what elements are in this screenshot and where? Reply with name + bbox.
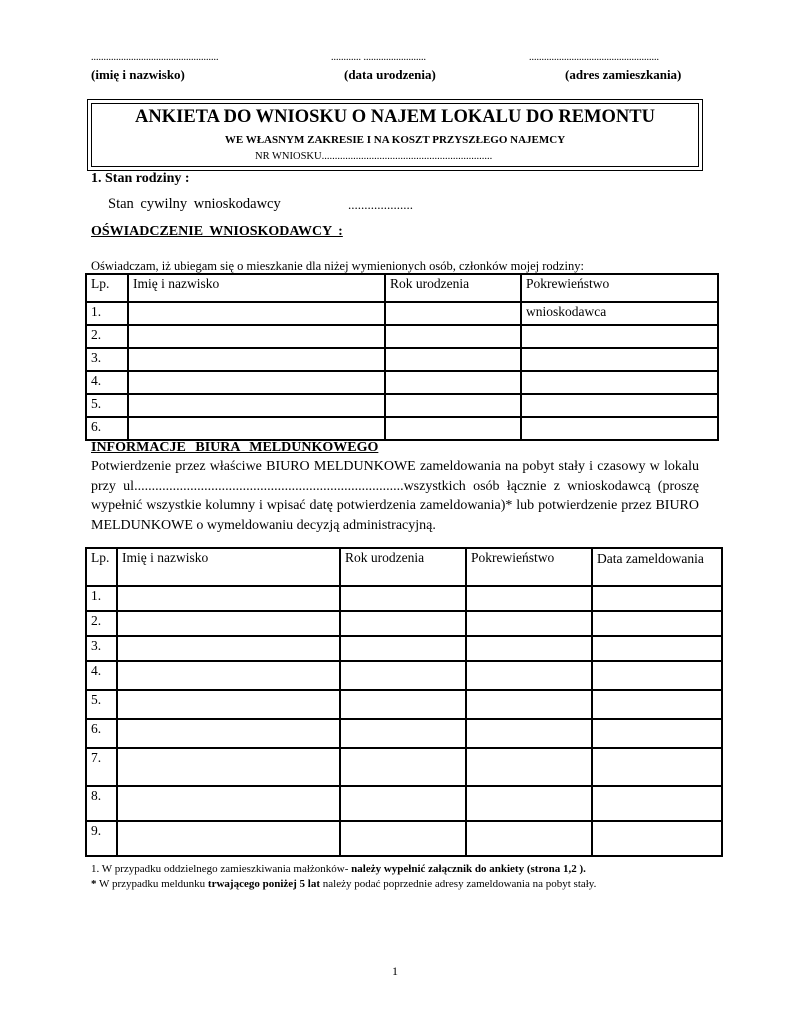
birth-year-cell[interactable]	[340, 611, 466, 636]
registration-date-cell[interactable]	[592, 786, 722, 821]
footnote-2-star: *	[91, 878, 97, 890]
relation-cell[interactable]	[466, 690, 592, 719]
registration-office-heading: INFORMACJE BIURA MELDUNKOWEGO	[91, 440, 379, 455]
relation-cell[interactable]	[521, 394, 718, 417]
footnote-1-text: 1. W przypadku oddzielnego zamieszkiwania małżonków-	[91, 863, 352, 875]
birth-year-cell[interactable]	[340, 786, 466, 821]
registration-date-cell[interactable]	[592, 586, 722, 611]
table-row	[86, 719, 722, 748]
name-cell[interactable]	[117, 719, 340, 748]
column-header: Rok urodzenia	[340, 548, 466, 586]
row-number: 3.	[86, 636, 117, 661]
name-cell[interactable]	[128, 417, 385, 440]
declaration-heading: OŚWIADCZENIE WNIOSKODAWCY :	[91, 224, 343, 239]
name-cell[interactable]	[128, 302, 385, 325]
birth-year-cell[interactable]	[340, 636, 466, 661]
table-row	[86, 661, 722, 690]
column-header: Rok urodzenia	[385, 274, 521, 302]
footnote-2-text-a: W przypadku meldunku	[96, 878, 208, 890]
name-cell[interactable]	[117, 821, 340, 856]
relation-cell[interactable]	[466, 636, 592, 661]
name-cell[interactable]	[117, 690, 340, 719]
table-row	[86, 586, 722, 611]
name-cell[interactable]	[117, 586, 340, 611]
birth-year-cell[interactable]	[340, 661, 466, 690]
table-row	[86, 786, 722, 821]
relation-cell[interactable]	[521, 371, 718, 394]
birth-year-cell[interactable]	[385, 348, 521, 371]
address-label: (adres zamieszkania)	[565, 67, 682, 82]
birth-year-cell[interactable]	[340, 719, 466, 748]
registration-date-cell[interactable]	[592, 719, 722, 748]
row-number: 2.	[86, 325, 128, 348]
declaration-text: Oświadczam, iż ubiegam się o mieszkanie dla niżej wymienionych osób, członków mojej rodziny:	[91, 259, 584, 273]
table-row	[86, 748, 722, 786]
footnote-2-text-b: należy podać poprzednie adresy zameldowania na pobyt stały.	[320, 878, 597, 890]
title-box-inner	[91, 103, 699, 167]
relation-cell[interactable]	[466, 748, 592, 786]
column-header: Lp.	[86, 548, 117, 586]
relation-cell[interactable]	[466, 661, 592, 690]
table-row	[86, 690, 722, 719]
birth-year-cell[interactable]	[340, 748, 466, 786]
name-cell[interactable]	[117, 636, 340, 661]
relation-cell[interactable]	[466, 821, 592, 856]
relation-cell[interactable]: wnioskodawca	[521, 302, 718, 325]
relation-cell[interactable]	[521, 348, 718, 371]
relation-cell[interactable]	[466, 611, 592, 636]
application-number[interactable]: NR WNIOSKU.................................................................	[255, 151, 493, 162]
column-header: Imię i nazwisko	[128, 274, 385, 302]
table-header-row	[86, 548, 722, 586]
column-header: Imię i nazwisko	[117, 548, 340, 586]
relation-cell[interactable]	[466, 719, 592, 748]
relation-cell[interactable]	[466, 786, 592, 821]
registration-date-cell[interactable]	[592, 661, 722, 690]
row-number: 9.	[86, 821, 117, 856]
row-number: 1.	[86, 302, 128, 325]
birth-year-cell[interactable]	[385, 417, 521, 440]
birth-label: (data urodzenia)	[344, 67, 436, 82]
name-label: (imię i nazwisko)	[91, 67, 185, 82]
column-header: Lp.	[86, 274, 128, 302]
row-number: 8.	[86, 786, 117, 821]
birth-year-cell[interactable]	[385, 325, 521, 348]
column-header: Data zameldowania	[592, 548, 722, 586]
relation-cell[interactable]	[521, 417, 718, 440]
birth-year-cell[interactable]	[340, 690, 466, 719]
row-number: 1.	[86, 586, 117, 611]
form-subtitle: WE WŁASNYM ZAKRESIE I NA KOSZT PRZYSZŁEGO NAJEMCY	[224, 134, 566, 146]
row-number: 4.	[86, 371, 128, 394]
column-header: Pokrewieństwo	[521, 274, 718, 302]
birth-dots[interactable]: ............ .........................	[331, 52, 426, 63]
table-row	[86, 302, 718, 325]
birth-year-cell[interactable]	[385, 371, 521, 394]
registration-table	[85, 547, 723, 857]
row-number: 3.	[86, 348, 128, 371]
table-row	[86, 325, 718, 348]
name-cell[interactable]	[128, 394, 385, 417]
name-cell[interactable]	[117, 611, 340, 636]
table-row	[86, 821, 722, 856]
table-row	[86, 348, 718, 371]
registration-date-cell[interactable]	[592, 636, 722, 661]
footnote-2	[91, 878, 596, 890]
table-row	[86, 417, 718, 440]
row-number: 6.	[86, 719, 117, 748]
name-cell[interactable]	[117, 661, 340, 690]
row-number: 2.	[86, 611, 117, 636]
table-header-row	[86, 274, 718, 302]
relation-cell[interactable]	[466, 586, 592, 611]
table-row	[86, 371, 718, 394]
registration-date-cell[interactable]	[592, 821, 722, 856]
name-dots[interactable]: ...................................................	[91, 52, 219, 63]
name-cell[interactable]	[128, 371, 385, 394]
footnote-1-bold: należy wypełnić załącznik do ankiety (strona 1,2 ).	[351, 863, 586, 875]
table-row	[86, 394, 718, 417]
table-row	[86, 611, 722, 636]
birth-year-cell[interactable]	[385, 302, 521, 325]
name-cell[interactable]	[117, 748, 340, 786]
registration-date-cell[interactable]	[592, 748, 722, 786]
address-dots[interactable]: ....................................................	[529, 52, 659, 63]
table-row	[86, 636, 722, 661]
civil-status-field[interactable]: ....................	[348, 197, 413, 212]
footnote-1	[91, 863, 586, 875]
birth-year-cell[interactable]	[340, 586, 466, 611]
row-number: 6.	[86, 417, 128, 440]
relation-cell[interactable]	[521, 325, 718, 348]
birth-year-cell[interactable]	[340, 821, 466, 856]
form-title: ANKIETA DO WNIOSKU O NAJEM LOKALU DO REMONTU	[135, 107, 655, 127]
name-cell[interactable]	[128, 325, 385, 348]
title-box	[87, 99, 703, 171]
column-header: Pokrewieństwo	[466, 548, 592, 586]
row-number: 7.	[86, 748, 117, 786]
civil-status-label: Stan cywilny wnioskodawcy	[108, 196, 281, 212]
registration-text: Potwierdzenie przez właściwe BIURO MELDUNKOWE zameldowania na pobyt stały i czasowy w lokalu przy ul.............................................................................wszystkich osób łącznie z wnioskodawcą (proszę wypełnić wszystkie kolumny i wpisać datę potwierdzenia zameldowania)* lub potwierdzenie przez BIURO MELDUNKOWE o wymeldowaniu decyzją administracyjną.	[91, 459, 699, 533]
row-number: 5.	[86, 690, 117, 719]
birth-year-cell[interactable]	[385, 394, 521, 417]
registration-date-cell[interactable]	[592, 611, 722, 636]
name-cell[interactable]	[117, 786, 340, 821]
name-cell[interactable]	[128, 348, 385, 371]
footnote-2-bold: trwającego poniżej 5 lat	[207, 878, 321, 890]
family-members-table	[85, 273, 719, 441]
row-number: 4.	[86, 661, 117, 690]
row-number: 5.	[86, 394, 128, 417]
family-status-heading: 1. Stan rodziny :	[91, 171, 190, 186]
registration-date-cell[interactable]	[592, 690, 722, 719]
page-number: 1	[392, 964, 398, 978]
